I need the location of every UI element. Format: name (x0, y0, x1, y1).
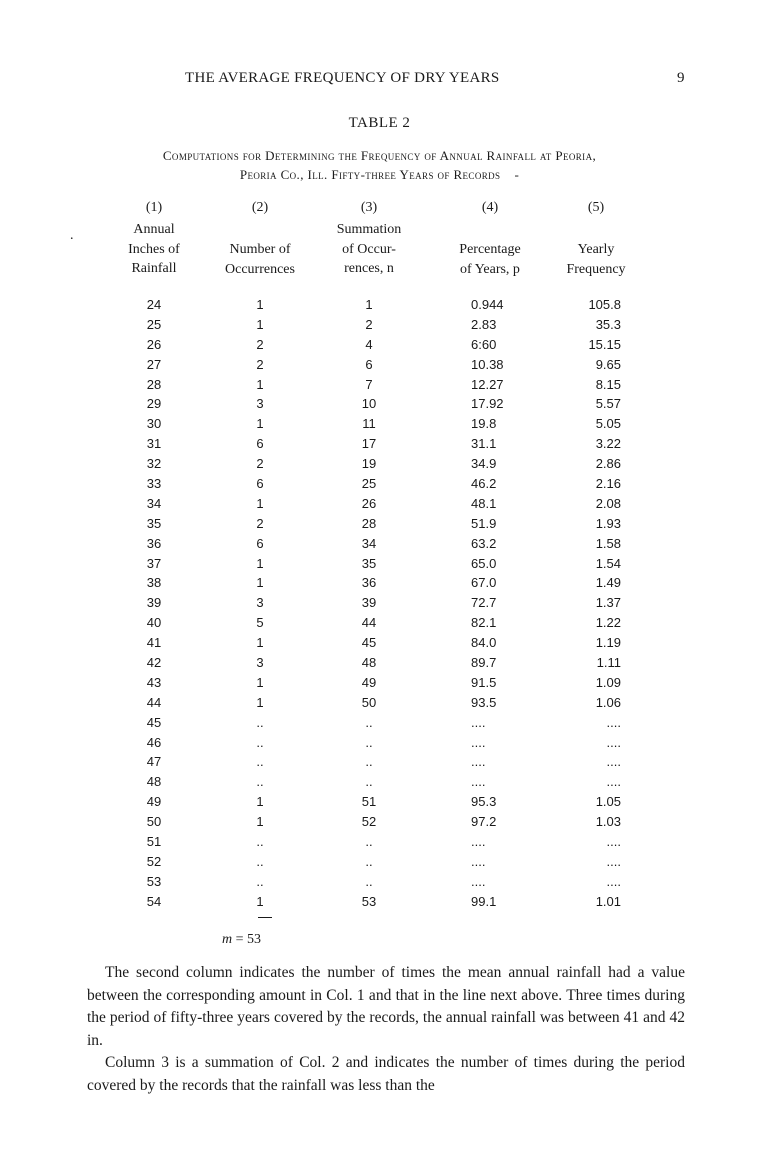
yearly-frequency-cell: 3.22 (595, 436, 621, 452)
table-row (0, 854, 759, 874)
occurrences-cell: .. (256, 754, 264, 770)
percentage-cell: 93.5 (471, 694, 497, 710)
percentage-cell: .... (471, 853, 486, 869)
rainfall-inches-cell: 48 (146, 774, 162, 790)
summation-cell: 52 (361, 814, 377, 830)
rainfall-inches-cell: 27 (146, 356, 162, 372)
yearly-frequency-cell: .... (606, 734, 621, 750)
percentage-cell: .... (471, 734, 486, 750)
rainfall-inches-cell: 34 (146, 495, 162, 511)
percentage-cell: 95.3 (471, 794, 497, 810)
percentage-cell: .... (471, 834, 486, 850)
percentage-cell: 12.27 (471, 376, 504, 392)
percentage-cell: 91.5 (471, 674, 497, 690)
occurrences-cell: 2 (256, 456, 264, 472)
summation-cell: 48 (361, 655, 377, 671)
table-row (0, 575, 759, 595)
table-row (0, 317, 759, 337)
stray-mark: . (70, 228, 74, 243)
table-row (0, 735, 759, 755)
yearly-frequency-cell: 1.37 (595, 595, 621, 611)
body-text (87, 962, 685, 1098)
summation-cell: 1 (365, 297, 373, 312)
column-3-label (304, 220, 434, 279)
summation-cell: 36 (361, 575, 377, 591)
rainfall-inches-cell: 44 (146, 694, 162, 710)
column-2-label-line: Number of (229, 242, 291, 257)
rainfall-inches-cell: 43 (146, 674, 162, 690)
rainfall-inches-cell: 53 (146, 873, 162, 889)
column-1-label-line: Rainfall (131, 261, 177, 276)
percentage-cell: .... (471, 754, 486, 770)
rainfall-inches-cell: 26 (146, 336, 162, 352)
occurrences-cell: 5 (256, 615, 264, 631)
summation-cell: 2 (365, 316, 373, 332)
occurrences-cell: 2 (256, 515, 264, 531)
yearly-frequency-cell: 9.65 (595, 356, 621, 372)
rainfall-inches-cell: 31 (146, 436, 162, 452)
yearly-frequency-cell: 1.05 (595, 794, 621, 810)
paragraph: The second column indicates the number of times the mean annual rainfall had a value between the corresponding amount in Col. 1 and that in the line next above. Three times during the period of fifty-three years covered by the records, the annual rainfall was between 41 and 42 in. (87, 964, 685, 1049)
yearly-frequency-cell: 15.15 (588, 336, 621, 352)
yearly-frequency-cell: 1.19 (595, 635, 621, 651)
yearly-frequency-cell: 1.54 (595, 555, 621, 571)
table-row (0, 715, 759, 735)
percentage-cell: .... (471, 873, 486, 889)
occurrences-cell: 1 (256, 893, 264, 909)
yearly-frequency-cell: 2.08 (595, 495, 621, 511)
caption-dash: - (514, 167, 520, 182)
occurrences-cell: 1 (256, 814, 264, 830)
yearly-frequency-cell: 1.49 (595, 575, 621, 591)
summation-cell: 49 (361, 674, 377, 690)
occurrences-cell: .. (256, 873, 264, 889)
summation-cell: 39 (361, 595, 377, 611)
table-row (0, 894, 759, 914)
yearly-frequency-cell: 5.57 (595, 396, 621, 412)
occurrences-cell: .. (256, 734, 264, 750)
rainfall-inches-cell: 28 (146, 376, 162, 392)
percentage-cell: 34.9 (471, 456, 497, 472)
table-row (0, 436, 759, 456)
table-row (0, 297, 759, 317)
percentage-cell: 84.0 (471, 635, 497, 651)
yearly-frequency-cell: 1.22 (595, 615, 621, 631)
summation-cell: .. (365, 873, 373, 889)
table-row (0, 834, 759, 854)
running-head (0, 70, 759, 92)
total-rule (258, 917, 272, 918)
summation-cell: 17 (361, 436, 377, 452)
yearly-frequency-cell: 1.58 (595, 535, 621, 551)
total-symbol: m (222, 932, 233, 947)
occurrences-cell: .. (256, 853, 264, 869)
rainfall-inches-cell: 32 (146, 456, 162, 472)
percentage-cell: .... (471, 774, 486, 790)
column-4-number: (4) (481, 200, 499, 215)
column-4-label-line: of Years, p (460, 261, 520, 277)
percentage-cell: 10.38 (471, 356, 504, 372)
percentage-cell: 46.2 (471, 476, 497, 492)
table-row (0, 377, 759, 397)
yearly-frequency-cell: 2.86 (595, 456, 621, 472)
yearly-frequency-cell: 1.03 (595, 814, 621, 830)
column-3-label-line: of Occur- (342, 241, 396, 257)
occurrences-cell: .. (256, 834, 264, 850)
percentage-cell: 63.2 (471, 535, 497, 551)
rainfall-inches-cell: 42 (146, 655, 162, 671)
occurrences-cell: .. (256, 774, 264, 790)
yearly-frequency-cell: 5.05 (595, 416, 621, 432)
occurrences-cell: 2 (256, 336, 264, 352)
occurrences-cell: 1 (256, 316, 264, 332)
rainfall-inches-cell: 39 (146, 595, 162, 611)
summation-cell: 53 (361, 893, 377, 909)
summation-cell: 35 (361, 555, 377, 571)
occurrences-cell: 3 (256, 595, 264, 611)
occurrences-cell: 1 (256, 794, 264, 810)
table-row (0, 456, 759, 476)
occurrences-cell: 3 (256, 396, 264, 412)
column-5-number: (5) (587, 200, 605, 215)
summation-cell: 44 (361, 615, 377, 631)
column-3-label-line: rences, n (344, 261, 394, 276)
yearly-frequency-cell: 1.09 (595, 674, 621, 690)
column-1-label-line: Inches of (128, 241, 180, 257)
column-3-number: (3) (360, 200, 378, 215)
yearly-frequency-cell: 1.01 (595, 893, 621, 909)
percentage-cell: 48.1 (471, 495, 497, 511)
column-2-label-line: Occurrences (225, 261, 295, 277)
column-1-label-line: Annual (133, 222, 175, 237)
rainfall-inches-cell: 38 (146, 575, 162, 591)
percentage-cell: 31.1 (471, 436, 497, 452)
percentage-cell: 89.7 (471, 655, 497, 671)
table-row (0, 357, 759, 377)
column-1-number: (1) (145, 200, 163, 215)
table-row (0, 774, 759, 794)
table-body (0, 297, 759, 914)
occurrences-cell: 1 (256, 376, 264, 392)
yearly-frequency-cell: .... (606, 774, 621, 790)
table-row (0, 615, 759, 635)
yearly-frequency-cell: 105.8 (588, 297, 621, 312)
rainfall-inches-cell: 51 (146, 834, 162, 850)
occurrences-cell: 1 (256, 416, 264, 432)
percentage-cell: .... (471, 714, 486, 730)
column-5-label-line: Frequency (566, 261, 626, 277)
rainfall-inches-cell: 52 (146, 853, 162, 869)
rainfall-inches-cell: 49 (146, 794, 162, 810)
rainfall-inches-cell: 45 (146, 714, 162, 730)
occurrences-cell: 6 (256, 476, 264, 492)
table-caption-line-2 (0, 167, 759, 183)
yearly-frequency-cell: 1.11 (596, 655, 621, 671)
yearly-frequency-cell: 1.06 (595, 694, 621, 710)
summation-cell: 45 (361, 635, 377, 651)
table-row (0, 794, 759, 814)
column-4-label-line: Percentage (459, 242, 521, 257)
rainfall-inches-cell: 25 (146, 316, 162, 332)
yearly-frequency-cell: 2.16 (595, 476, 621, 492)
running-head-title: THE AVERAGE FREQUENCY OF DRY YEARS (185, 70, 500, 86)
table-caption-line-2-text: Peoria Co., Ill. Fifty-three Years of Records (239, 167, 501, 182)
yearly-frequency-cell: .... (606, 834, 621, 850)
summation-cell: 28 (361, 515, 377, 531)
occurrences-cell: 1 (256, 575, 264, 591)
summation-cell: .. (365, 834, 373, 850)
summation-cell: .. (365, 734, 373, 750)
percentage-cell: 65.0 (471, 555, 497, 571)
percentage-cell: 0.944 (471, 297, 504, 312)
table-row (0, 556, 759, 576)
summation-cell: 10 (361, 396, 377, 412)
occurrences-cell: 1 (256, 674, 264, 690)
yearly-frequency-cell: .... (606, 714, 621, 730)
table-row (0, 675, 759, 695)
summation-cell: 51 (361, 794, 377, 810)
occurrences-total (222, 932, 261, 948)
table-row (0, 874, 759, 894)
page-number: 9 (677, 70, 685, 86)
rainfall-inches-cell: 36 (146, 535, 162, 551)
rainfall-inches-cell: 50 (146, 814, 162, 830)
percentage-cell: 17.92 (471, 396, 504, 412)
rainfall-inches-cell: 41 (146, 635, 162, 651)
summation-cell: .. (365, 754, 373, 770)
occurrences-cell: 1 (256, 694, 264, 710)
percentage-cell: 97.2 (471, 814, 497, 830)
summation-cell: 4 (365, 336, 373, 352)
summation-cell: 11 (362, 416, 376, 432)
percentage-cell: 2.83 (471, 316, 497, 332)
summation-cell: 6 (365, 356, 373, 372)
yearly-frequency-cell: 35.3 (595, 316, 621, 332)
table-row (0, 516, 759, 536)
total-value: = 53 (235, 932, 262, 947)
table-row (0, 814, 759, 834)
rainfall-inches-cell: 33 (146, 476, 162, 492)
yearly-frequency-cell: .... (606, 853, 621, 869)
summation-cell: .. (365, 853, 373, 869)
percentage-cell: 67.0 (471, 575, 497, 591)
column-3-label-line: Summation (336, 222, 402, 237)
occurrences-cell: 1 (256, 495, 264, 511)
table-row (0, 416, 759, 436)
percentage-cell: 19.8 (471, 416, 497, 432)
rainfall-inches-cell: 29 (146, 396, 162, 412)
summation-cell: 25 (361, 476, 377, 492)
table-row (0, 595, 759, 615)
summation-cell: 7 (365, 376, 373, 392)
occurrences-cell: 6 (256, 535, 264, 551)
column-5-label-line: Yearly (577, 242, 615, 257)
yearly-frequency-cell: 1.93 (595, 515, 621, 531)
table-row (0, 396, 759, 416)
yearly-frequency-cell: .... (606, 754, 621, 770)
occurrences-cell: 3 (256, 655, 264, 671)
percentage-cell: 6:60 (471, 336, 497, 352)
occurrences-cell: 1 (256, 635, 264, 651)
rainfall-inches-cell: 54 (146, 893, 162, 909)
percentage-cell: 99.1 (471, 893, 497, 909)
occurrences-cell: 2 (256, 356, 264, 372)
rainfall-inches-cell: 47 (146, 754, 162, 770)
table-row (0, 655, 759, 675)
column-5-label (531, 240, 661, 279)
rainfall-inches-cell: 35 (146, 515, 162, 531)
summation-cell: 50 (361, 694, 377, 710)
summation-cell: 34 (361, 535, 377, 551)
paragraph: Column 3 is a summation of Col. 2 and indicates the number of times during the period covered by the records that the rainfall was less than the (87, 1054, 685, 1094)
table-title: TABLE 2 (348, 115, 411, 131)
rainfall-inches-cell: 40 (146, 615, 162, 631)
table-row (0, 496, 759, 516)
summation-cell: .. (365, 714, 373, 730)
rainfall-inches-cell: 24 (146, 297, 162, 312)
table-row (0, 536, 759, 556)
table-caption-line-1: Computations for Determining the Frequency of Annual Rainfall at Peoria, (162, 148, 597, 163)
table-row (0, 635, 759, 655)
rainfall-inches-cell: 30 (146, 416, 162, 432)
occurrences-cell: 1 (256, 555, 264, 571)
occurrences-cell: .. (256, 714, 264, 730)
table-row (0, 476, 759, 496)
summation-cell: 19 (361, 456, 377, 472)
column-2-number: (2) (251, 200, 269, 215)
table-row (0, 754, 759, 774)
yearly-frequency-cell: 8.15 (595, 376, 621, 392)
rainfall-inches-cell: 46 (146, 734, 162, 750)
percentage-cell: 51.9 (471, 515, 497, 531)
yearly-frequency-cell: .... (606, 873, 621, 889)
table-row (0, 695, 759, 715)
rainfall-inches-cell: 37 (146, 555, 162, 571)
percentage-cell: 82.1 (471, 615, 497, 631)
occurrences-cell: 1 (256, 297, 264, 312)
summation-cell: .. (365, 774, 373, 790)
summation-cell: 26 (361, 495, 377, 511)
table-row (0, 337, 759, 357)
percentage-cell: 72.7 (471, 595, 497, 611)
occurrences-cell: 6 (256, 436, 264, 452)
